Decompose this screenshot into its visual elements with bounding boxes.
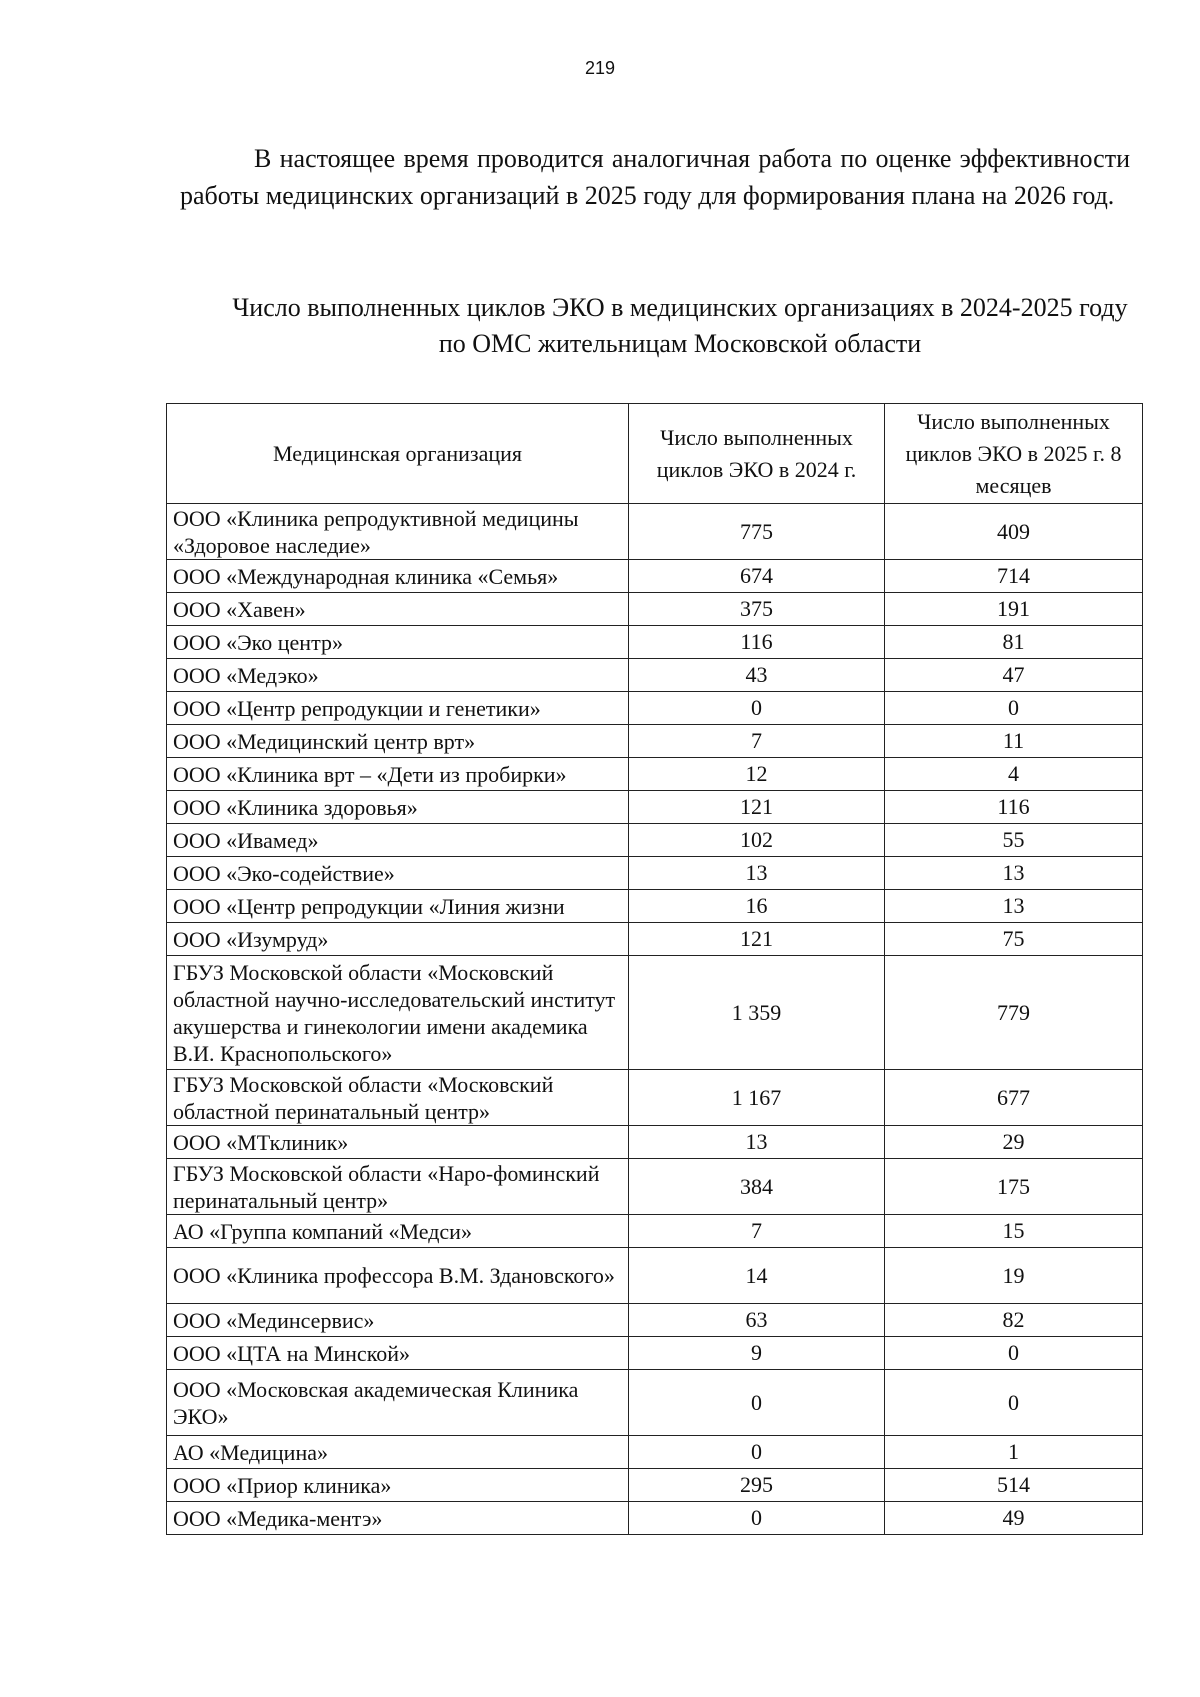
table-row <box>167 560 1143 593</box>
cycles-2024-cell: 0 <box>629 1436 885 1469</box>
cycles-2024-cell: 102 <box>629 824 885 857</box>
cycles-2024-cell: 1 167 <box>629 1070 885 1126</box>
table-row <box>167 1304 1143 1337</box>
organization-cell: ООО «Центр репродукции «Линия жизни <box>167 890 629 923</box>
organization-cell: ООО «Изумруд» <box>167 923 629 956</box>
table-row <box>167 923 1143 956</box>
cycles-2024-cell: 12 <box>629 758 885 791</box>
table-row <box>167 1159 1143 1215</box>
organization-cell: ООО «Московская академическая Клиника ЭКО» <box>167 1370 629 1436</box>
cycles-2024-cell: 13 <box>629 857 885 890</box>
organization-cell: ГБУЗ Московской области «Наро-фоминский перинатальный центр» <box>167 1159 629 1215</box>
cycles-2024-cell: 16 <box>629 890 885 923</box>
table-row <box>167 626 1143 659</box>
cycles-2025-cell: 47 <box>885 659 1143 692</box>
table-row <box>167 758 1143 791</box>
cycles-2025-cell: 13 <box>885 890 1143 923</box>
table-row <box>167 1215 1143 1248</box>
cycles-2024-cell: 775 <box>629 504 885 560</box>
table-row <box>167 1126 1143 1159</box>
organization-cell: АО «Медицина» <box>167 1436 629 1469</box>
organization-cell: ООО «Медэко» <box>167 659 629 692</box>
cycles-2025-cell: 75 <box>885 923 1143 956</box>
organization-cell: ООО «Мединсервис» <box>167 1304 629 1337</box>
cycles-2025-cell: 4 <box>885 758 1143 791</box>
cycles-2025-cell: 0 <box>885 1337 1143 1370</box>
cycles-2025-cell: 0 <box>885 1370 1143 1436</box>
cycles-2024-cell: 295 <box>629 1469 885 1502</box>
table-row <box>167 1370 1143 1436</box>
cycles-2025-cell: 714 <box>885 560 1143 593</box>
ivf-cycles-table <box>166 403 1143 1535</box>
cycles-2025-cell: 175 <box>885 1159 1143 1215</box>
organization-cell: ГБУЗ Московской области «Московский областной перинатальный центр» <box>167 1070 629 1126</box>
cycles-2024-cell: 121 <box>629 923 885 956</box>
cycles-2024-cell: 63 <box>629 1304 885 1337</box>
cycles-2025-cell: 1 <box>885 1436 1143 1469</box>
table-row <box>167 692 1143 725</box>
cycles-2024-cell: 121 <box>629 791 885 824</box>
table-row <box>167 1337 1143 1370</box>
cycles-2025-cell: 779 <box>885 956 1143 1070</box>
organization-cell: ООО «Клиника здоровья» <box>167 791 629 824</box>
header-organization: Медицинская организация <box>167 404 629 504</box>
header-cycles-2024: Число выполненных циклов ЭКО в 2024 г. <box>629 404 885 504</box>
cycles-2024-cell: 0 <box>629 692 885 725</box>
cycles-2025-cell: 81 <box>885 626 1143 659</box>
organization-cell: ООО «Центр репродукции и генетики» <box>167 692 629 725</box>
table-row <box>167 593 1143 626</box>
table-row <box>167 725 1143 758</box>
cycles-2024-cell: 9 <box>629 1337 885 1370</box>
organization-cell: ООО «Эко-содействие» <box>167 857 629 890</box>
organization-cell: ООО «ЦТА на Минской» <box>167 1337 629 1370</box>
table-row <box>167 1070 1143 1126</box>
cycles-2024-cell: 7 <box>629 725 885 758</box>
cycles-2025-cell: 15 <box>885 1215 1143 1248</box>
organization-cell: ООО «Клиника врт – «Дети из пробирки» <box>167 758 629 791</box>
organization-cell: ООО «Ивамед» <box>167 824 629 857</box>
page-number: 219 <box>584 58 616 78</box>
cycles-2025-cell: 0 <box>885 692 1143 725</box>
cycles-2024-cell: 7 <box>629 1215 885 1248</box>
cycles-2025-cell: 514 <box>885 1469 1143 1502</box>
cycles-2025-cell: 409 <box>885 504 1143 560</box>
organization-cell: ООО «Хавен» <box>167 593 629 626</box>
cycles-2025-cell: 49 <box>885 1502 1143 1535</box>
cycles-2024-cell: 375 <box>629 593 885 626</box>
table-row <box>167 1436 1143 1469</box>
cycles-2025-cell: 677 <box>885 1070 1143 1126</box>
organization-cell: ООО «Медицинский центр врт» <box>167 725 629 758</box>
organization-cell: ООО «Клиника профессора В.М. Здановского» <box>167 1248 629 1304</box>
table-row <box>167 791 1143 824</box>
table-row <box>167 857 1143 890</box>
cycles-2024-cell: 384 <box>629 1159 885 1215</box>
cycles-2024-cell: 0 <box>629 1502 885 1535</box>
cycles-2024-cell: 116 <box>629 626 885 659</box>
cycles-2025-cell: 13 <box>885 857 1143 890</box>
table-row <box>167 1502 1143 1535</box>
table-row <box>167 956 1143 1070</box>
cycles-2024-cell: 13 <box>629 1126 885 1159</box>
organization-cell: АО «Группа компаний «Медси» <box>167 1215 629 1248</box>
table-row <box>167 659 1143 692</box>
organization-cell: ГБУЗ Московской области «Московский областной научно-исследовательский институт акушерства и гинекологии имени академика В.И. Краснопольского» <box>167 956 629 1070</box>
intro-paragraph: В настоящее время проводится аналогичная работа по оценке эффективности работы медицинских организаций в 2025 году для формирования плана на 2026 год. <box>180 144 1130 210</box>
cycles-2024-cell: 14 <box>629 1248 885 1304</box>
cycles-2024-cell: 43 <box>629 659 885 692</box>
cycles-2024-cell: 1 359 <box>629 956 885 1070</box>
organization-cell: ООО «Приор клиника» <box>167 1469 629 1502</box>
table-title: Число выполненных циклов ЭКО в медицинских организациях в 2024-2025 году по ОМС жительницам Московской области <box>232 293 1128 358</box>
table-row <box>167 824 1143 857</box>
cycles-2025-cell: 55 <box>885 824 1143 857</box>
cycles-2025-cell: 11 <box>885 725 1143 758</box>
organization-cell: ООО «Международная клиника «Семья» <box>167 560 629 593</box>
table-row <box>167 1469 1143 1502</box>
organization-cell: ООО «Медика-ментэ» <box>167 1502 629 1535</box>
organization-cell: ООО «МТклиник» <box>167 1126 629 1159</box>
table-row <box>167 504 1143 560</box>
organization-cell: ООО «Эко центр» <box>167 626 629 659</box>
cycles-2024-cell: 674 <box>629 560 885 593</box>
header-cycles-2025: Число выполненных циклов ЭКО в 2025 г. 8 месяцев <box>885 404 1143 504</box>
cycles-2025-cell: 29 <box>885 1126 1143 1159</box>
table-row <box>167 1248 1143 1304</box>
cycles-2024-cell: 0 <box>629 1370 885 1436</box>
cycles-2025-cell: 116 <box>885 791 1143 824</box>
table-row <box>167 890 1143 923</box>
cycles-2025-cell: 82 <box>885 1304 1143 1337</box>
cycles-2025-cell: 19 <box>885 1248 1143 1304</box>
table-header-row <box>167 404 1143 504</box>
organization-cell: ООО «Клиника репродуктивной медицины «Здоровое наследие» <box>167 504 629 560</box>
cycles-2025-cell: 191 <box>885 593 1143 626</box>
